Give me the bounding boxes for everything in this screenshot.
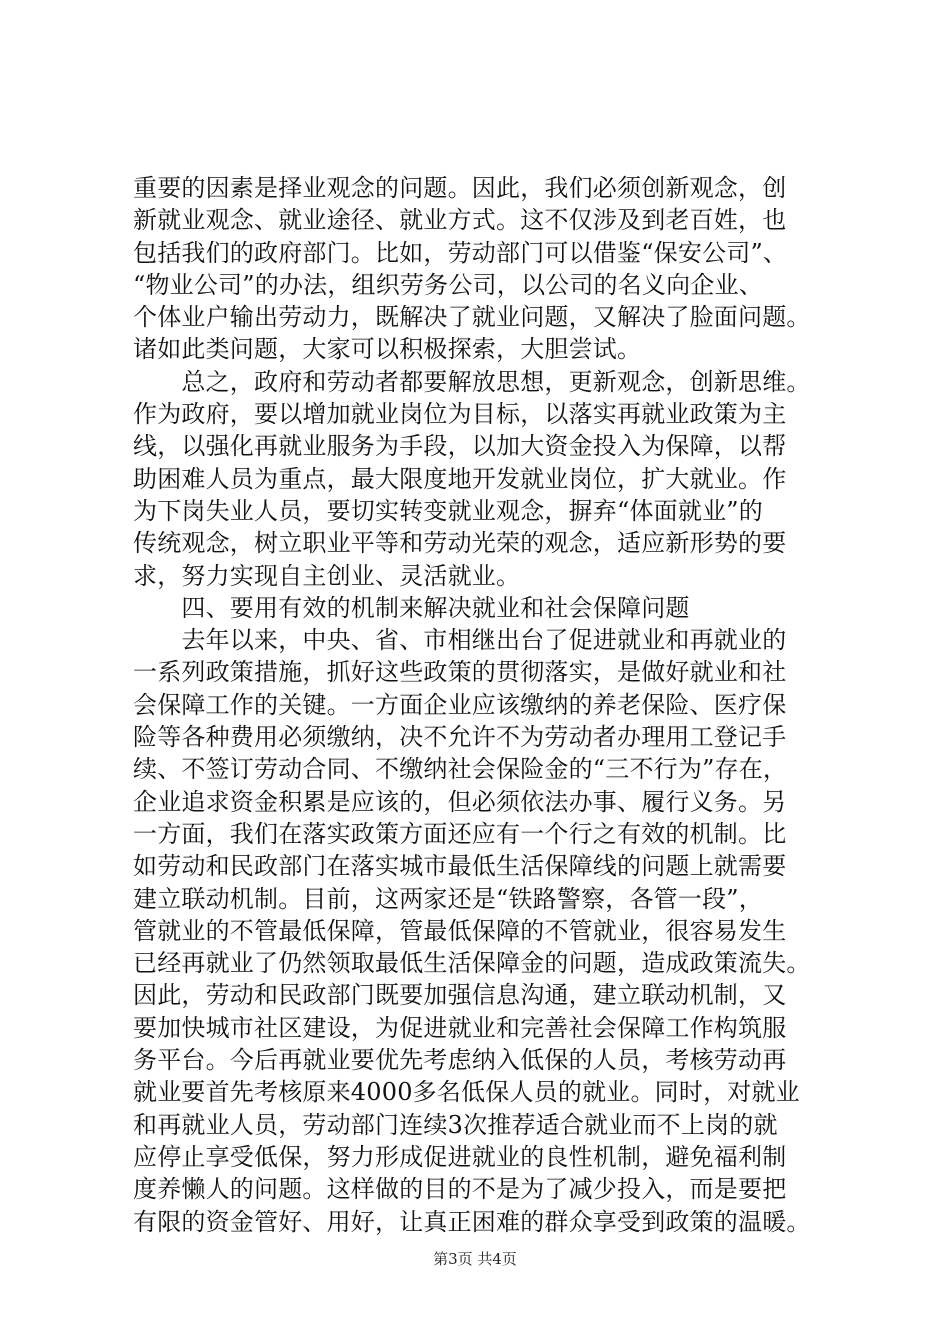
- text-line: 就业要首先考核原来4000多名低保人员的就业。同时，对就业: [133, 1078, 800, 1107]
- text-line: 企业追求资金积累是应该的，但必须依法办事、履行义务。另: [133, 787, 787, 816]
- text-line: 要加快城市社区建设，为促进就业和完善社会保障工作构筑服: [133, 1013, 787, 1042]
- text-line: 如劳动和民政部门在落实城市最低生活保障线的问题上就需要: [133, 852, 787, 881]
- text-line: 会保障工作的关键。一方面企业应该缴纳的养老保险、医疗保: [133, 690, 787, 719]
- text-line: 一系列政策措施，抓好这些政策的贯彻落实，是做好就业和社: [133, 658, 787, 687]
- text-line: 度养懒人的问题。这样做的目的不是为了减少投入，而是要把: [133, 1175, 787, 1204]
- text-line: 因此，劳动和民政部门既要加强信息沟通，建立联动机制，又: [133, 981, 787, 1010]
- text-line: 新就业观念、就业途径、就业方式。这不仅涉及到老百姓，也: [133, 206, 787, 235]
- text-line: 传统观念，树立职业平等和劳动光荣的观念，适应新形势的要: [133, 529, 787, 558]
- text-line: 有限的资金管好、用好，让真正困难的群众享受到政策的温暖。: [133, 1207, 811, 1236]
- text-line: 总之，政府和劳动者都要解放思想，更新观念，创新思维。: [133, 367, 811, 396]
- text-line: 个体业户输出劳动力，既解决了就业问题，又解决了脸面问题。: [133, 303, 811, 332]
- text-line: 建立联动机制。目前，这两家还是“铁路警察，各管一段”，: [133, 884, 763, 913]
- text-line: 作为政府，要以增加就业岗位为目标，以落实再就业政策为主: [133, 400, 787, 429]
- text-line: 诸如此类问题，大家可以积极探索，大胆尝试。: [133, 335, 642, 364]
- text-line: 重要的因素是择业观念的问题。因此，我们必须创新观念，创: [133, 174, 787, 202]
- text-line: 险等各种费用必须缴纳，决不允许不为劳动者办理用工登记手: [133, 723, 787, 752]
- body-text: [133, 172, 853, 1238]
- text-line: “物业公司”的办法，组织劳务公司，以公司的名义向企业、: [133, 270, 763, 299]
- text-line: 求，努力实现自主创业、灵活就业。: [133, 561, 521, 590]
- text-line: 已经再就业了仍然领取最低生活保障金的问题，造成政策流失。: [133, 949, 811, 978]
- text-line: 应停止享受低保，努力形成促进就业的良性机制，避免福利制: [133, 1142, 787, 1171]
- text-line: 管就业的不管最低保障，管最低保障的不管就业，很容易发生: [133, 916, 787, 945]
- page-footer: 第3页 共4页: [433, 1250, 517, 1268]
- text-line: 助困难人员为重点，最大限度地开发就业岗位，扩大就业。作: [133, 464, 787, 493]
- text-line: 务平台。今后再就业要优先考虑纳入低保的人员，考核劳动再: [133, 1046, 787, 1075]
- text-line: 去年以来，中央、省、市相继出台了促进就业和再就业的: [133, 626, 787, 655]
- text-line: 一方面，我们在落实政策方面还应有一个行之有效的机制。比: [133, 819, 787, 848]
- text-line: 续、不签订劳动合同、不缴纳社会保险金的“三不行为”存在，: [133, 755, 788, 784]
- text-line: 和再就业人员，劳动部门连续3次推荐适合就业而不上岗的就: [133, 1110, 778, 1139]
- text-line: 包括我们的政府部门。比如，劳动部门可以借鉴“保安公司”、: [133, 238, 788, 267]
- text-line: 四、要用有效的机制来解决就业和社会保障问题: [133, 593, 690, 622]
- text-line: 线，以强化再就业服务为手段，以加大资金投入为保障，以帮: [133, 432, 787, 461]
- text-line: 为下岗失业人员，要切实转变就业观念，摒弃“体面就业”的: [133, 496, 763, 525]
